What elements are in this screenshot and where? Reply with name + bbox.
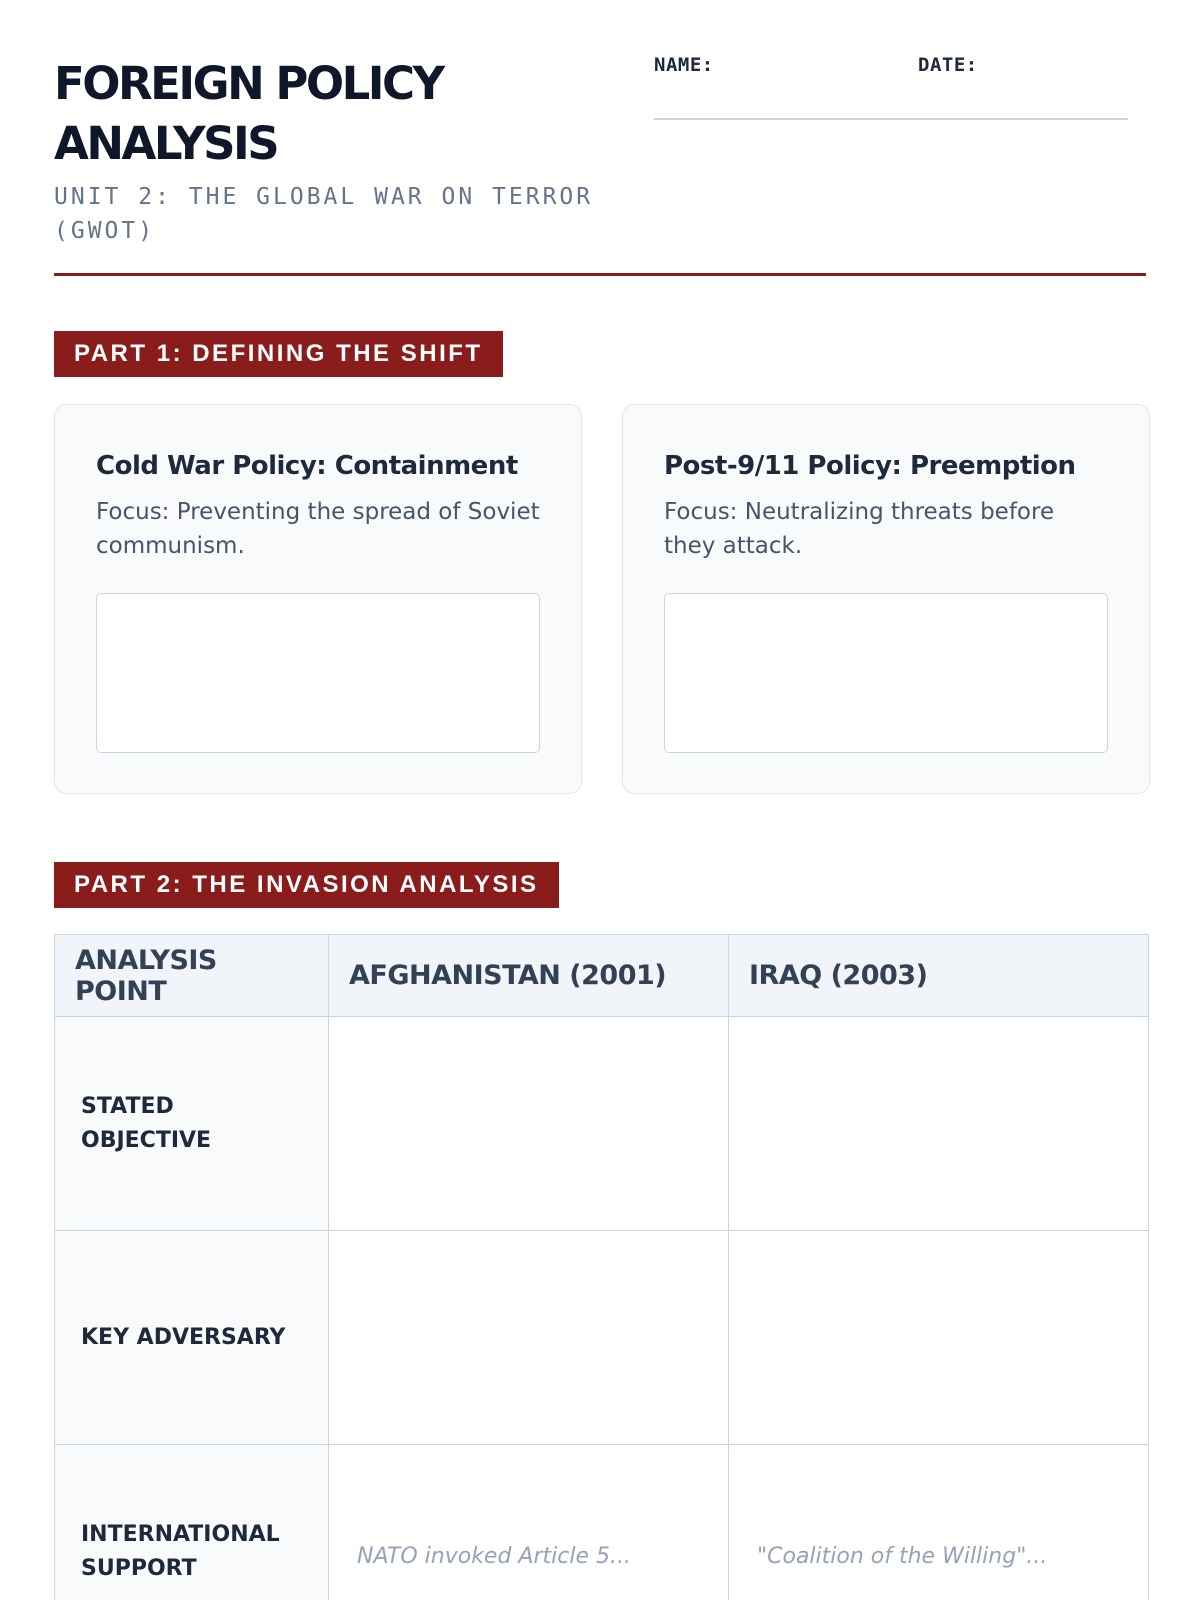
preemption-answer-box[interactable]: [664, 593, 1108, 753]
afghanistan-adversary-cell[interactable]: [329, 1231, 729, 1445]
invasion-analysis-table: [54, 934, 1149, 1600]
row-label-key-adversary: KEY ADVERSARY: [55, 1231, 329, 1445]
part2-banner: PART 2: THE INVASION ANALYSIS: [54, 862, 559, 908]
row-label-stated-objective: STATED OBJECTIVE: [55, 1017, 329, 1231]
part1-banner: PART 1: DEFINING THE SHIFT: [54, 331, 503, 377]
page-title: FOREIGN POLICY ANALYSIS: [54, 57, 443, 170]
card-title: Post-9/11 Policy: Preemption: [664, 451, 1076, 481]
iraq-objective-cell[interactable]: [729, 1017, 1149, 1231]
afghanistan-objective-cell[interactable]: [329, 1017, 729, 1231]
row-label-international-support: INTERNATIONAL SUPPORT: [55, 1445, 329, 1600]
card-focus: Focus: Preventing the spread of Soviet communism.: [96, 499, 540, 559]
column-header-analysis-point: ANALYSIS POINT: [55, 935, 329, 1017]
afghanistan-support-cell[interactable]: NATO invoked Article 5...: [329, 1445, 729, 1600]
name-date-field[interactable]: [654, 50, 1128, 120]
worksheet-header: [54, 0, 1146, 276]
containment-card: [54, 404, 582, 794]
name-label: NAME:: [654, 54, 714, 76]
table-row: [55, 1017, 1149, 1231]
iraq-support-cell[interactable]: "Coalition of the Willing"...: [729, 1445, 1149, 1600]
containment-answer-box[interactable]: [96, 593, 540, 753]
column-header-iraq: IRAQ (2003): [729, 935, 1149, 1017]
table-row: [55, 1231, 1149, 1445]
preemption-card: [622, 404, 1150, 794]
column-header-afghanistan: AFGHANISTAN (2001): [329, 935, 729, 1017]
iraq-adversary-cell[interactable]: [729, 1231, 1149, 1445]
table-row: [55, 1445, 1149, 1600]
card-focus: Focus: Neutralizing threats before they attack.: [664, 499, 1055, 559]
card-title: Cold War Policy: Containment: [96, 451, 518, 481]
unit-subtitle: UNIT 2: THE GLOBAL WAR ON TERROR (GWOT): [54, 184, 594, 244]
date-label: DATE:: [918, 54, 978, 76]
table-header-row: [55, 935, 1149, 1017]
